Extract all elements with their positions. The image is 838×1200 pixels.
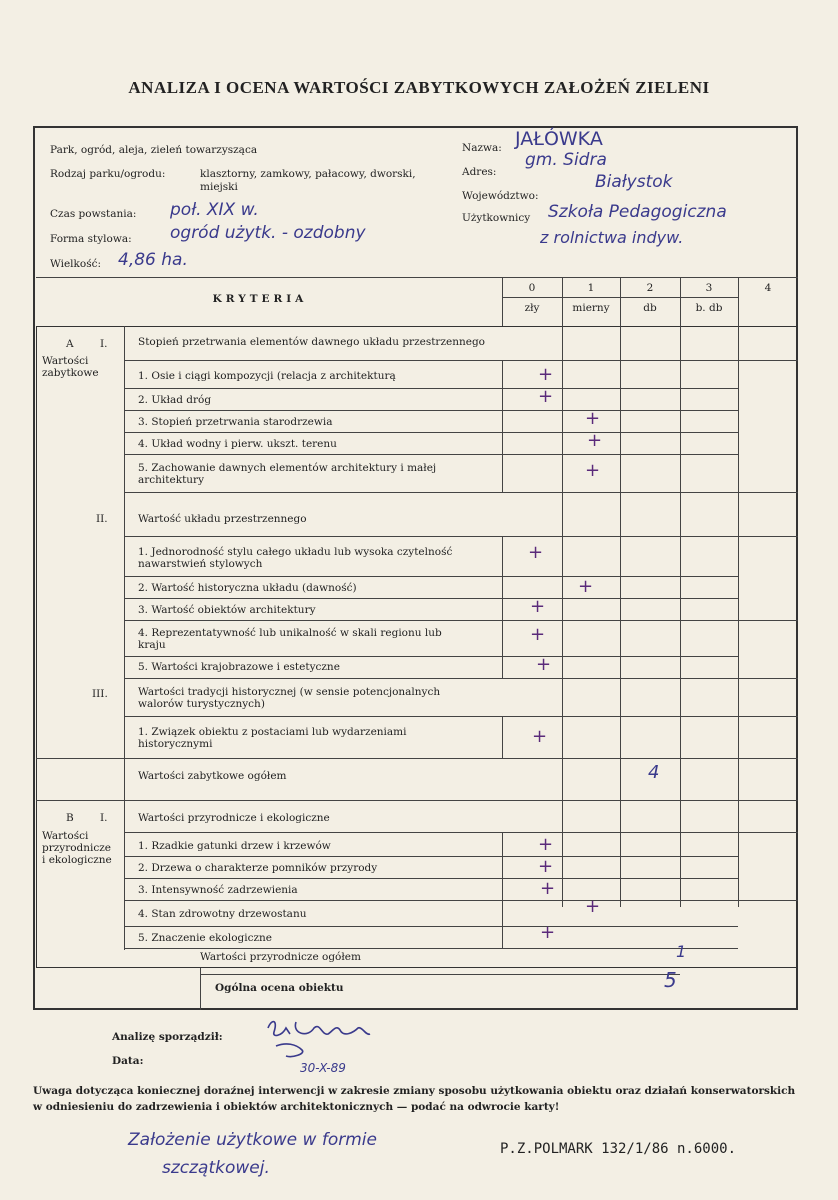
b1-item-5: 5. Znaczenie ekologiczne	[138, 932, 273, 944]
a1-item-2: 2. Układ dróg	[138, 394, 212, 406]
size-label: Wielkość:	[50, 258, 102, 270]
a3-roman: III.	[92, 688, 108, 700]
col-0-label: zły	[524, 302, 540, 314]
b1-item-2: 2. Drzewa o charakterze pomników przyrody	[138, 862, 378, 874]
mark-a1-5: +	[585, 460, 601, 481]
name-value: JAŁÓWKA	[515, 128, 603, 150]
a1-item-1: 1. Osie i ciągi kompozycji (relacja z architekturą	[138, 370, 396, 382]
a-total-value: 4	[648, 762, 660, 783]
col-2-num: 2	[646, 282, 654, 294]
style-value: ogród użytk. - ozdobny	[170, 223, 366, 243]
col-2-label: db	[643, 302, 657, 314]
analysis-label: Analizę sporządził:	[112, 1031, 223, 1043]
a2-item-2: 2. Wartość historyczna układu (dawność)	[138, 582, 357, 594]
col-0-num: 0	[528, 282, 536, 294]
mark-b1-3: +	[540, 878, 556, 899]
handwritten-note-1: Założenie użytkowe w formie	[128, 1130, 377, 1150]
section-a-roman: I.	[100, 338, 108, 350]
intervention-note: Uwaga dotycząca koniecznej doraźnej interwencji w zakresie zmiany sposobu użytkowania obiektu oraz działań konserwatorskich w odniesieniu do zadrzewienia i obiektów architektonicznych — podać na odwrocie karty!	[33, 1085, 796, 1113]
col-3-num: 3	[705, 282, 713, 294]
col-3-label: b. db	[695, 302, 723, 314]
mark-a2-1: +	[528, 542, 544, 563]
overall-value: 5	[664, 968, 677, 992]
mark-a2-3: +	[530, 596, 546, 617]
park-kind-values: klasztorny, zamkowy, pałacowy, dworski,	[200, 168, 416, 180]
a-total-label: Wartości zabytkowe ogółem	[138, 770, 287, 782]
section-a-name: Wartości zabytkowe	[42, 355, 99, 379]
overall-label: Ogólna ocena obiektu	[215, 982, 344, 994]
size-value: 4,86 ha.	[118, 250, 188, 270]
mark-a1-2: +	[538, 386, 554, 407]
col-1-label: mierny	[572, 302, 610, 314]
document-title: ANALIZA I OCENA WARTOŚCI ZABYTKOWYCH ZAŁOŻEŃ ZIELENI	[128, 78, 710, 97]
name-label: Nazwa:	[462, 142, 502, 154]
mark-a2-5: +	[536, 654, 552, 675]
a2-item-1: 1. Jednorodność stylu całego układu lub wysoka czytelność nawarstwień stylowych	[138, 546, 453, 570]
created-value: poł. XIX w.	[170, 200, 259, 220]
a2-roman: II.	[96, 513, 108, 525]
handwritten-note-2: szczątkowej.	[162, 1158, 270, 1178]
mark-b1-1: +	[538, 834, 554, 855]
section-b-roman: I.	[100, 812, 108, 824]
mark-a2-2: +	[578, 576, 594, 597]
mark-a1-3: +	[585, 408, 601, 429]
signature	[262, 1014, 392, 1064]
mark-a1-4: +	[587, 430, 603, 451]
print-code: P.Z.POLMARK 132/1/86 n.6000.	[500, 1141, 737, 1157]
a3-item-1: 1. Związek obiektu z postaciami lub wydarzeniami historycznymi	[138, 726, 407, 750]
mark-a2-4: +	[530, 624, 546, 645]
park-type-label: Park, ogród, aleja, zieleń towarzysząca	[50, 144, 258, 156]
b-total-value: 1	[676, 942, 687, 961]
b1-item-4: 4. Stan zdrowotny drzewostanu	[138, 908, 307, 920]
a2-title: Wartość układu przestrzennego	[138, 513, 307, 525]
criteria-header: KRYTERIA	[212, 293, 308, 305]
users-label: Użytkownicy	[462, 212, 531, 224]
users-value-2: z rolnictwa indyw.	[540, 228, 684, 247]
a1-item-4: 4. Układ wodny i pierw. ukszt. terenu	[138, 438, 337, 450]
col-4-num: 4	[764, 282, 772, 294]
mark-a1-1: +	[538, 364, 554, 385]
section-a-letter: A	[66, 338, 74, 350]
province-label: Województwo:	[462, 190, 539, 202]
col-1-num: 1	[587, 282, 595, 294]
b-total-label: Wartości przyrodnicze ogółem	[200, 951, 361, 963]
mark-a3-1: +	[532, 726, 548, 747]
section-divider	[36, 800, 798, 801]
a1-item-5: 5. Zachowanie dawnych elementów architektury i małej architektury	[138, 462, 437, 486]
mark-b1-4: +	[585, 896, 601, 917]
b1-title: Wartości przyrodnicze i ekologiczne	[138, 812, 330, 824]
province-value: Białystok	[595, 172, 673, 192]
address-label: Adres:	[462, 166, 497, 178]
b1-item-1: 1. Rzadkie gatunki drzew i krzewów	[138, 840, 331, 852]
mark-b1-5: +	[540, 922, 556, 943]
style-label: Forma stylowa:	[50, 233, 132, 245]
b1-item-3: 3. Intensywność zadrzewienia	[138, 884, 298, 896]
created-label: Czas powstania:	[50, 208, 137, 220]
a1-item-3: 3. Stopień przetrwania starodrzewia	[138, 416, 333, 428]
section-b-name: Wartości przyrodnicze i ekologiczne	[42, 830, 112, 866]
section-b-letter: B	[66, 812, 74, 824]
a3-title: Wartości tradycji historycznej (w sensie potencjonalnych walorów turystycznych)	[138, 686, 441, 710]
park-kind-values-2: miejski	[200, 181, 238, 193]
park-kind-label: Rodzaj parku/ogrodu:	[50, 168, 166, 180]
address-value: gm. Sidra	[525, 150, 607, 170]
date-value: 30-X-89	[300, 1061, 346, 1075]
a2-item-4: 4. Reprezentatywność lub unikalność w skali regionu lub kraju	[138, 627, 442, 651]
date-label: Data:	[112, 1055, 144, 1067]
a2-item-5: 5. Wartości krajobrazowe i estetyczne	[138, 661, 340, 673]
a1-title: Stopień przetrwania elementów dawnego układu przestrzennego	[138, 336, 485, 348]
a2-item-3: 3. Wartość obiektów architektury	[138, 604, 316, 616]
mark-b1-2: +	[538, 856, 554, 877]
users-value-1: Szkoła Pedagogiczna	[548, 202, 727, 222]
